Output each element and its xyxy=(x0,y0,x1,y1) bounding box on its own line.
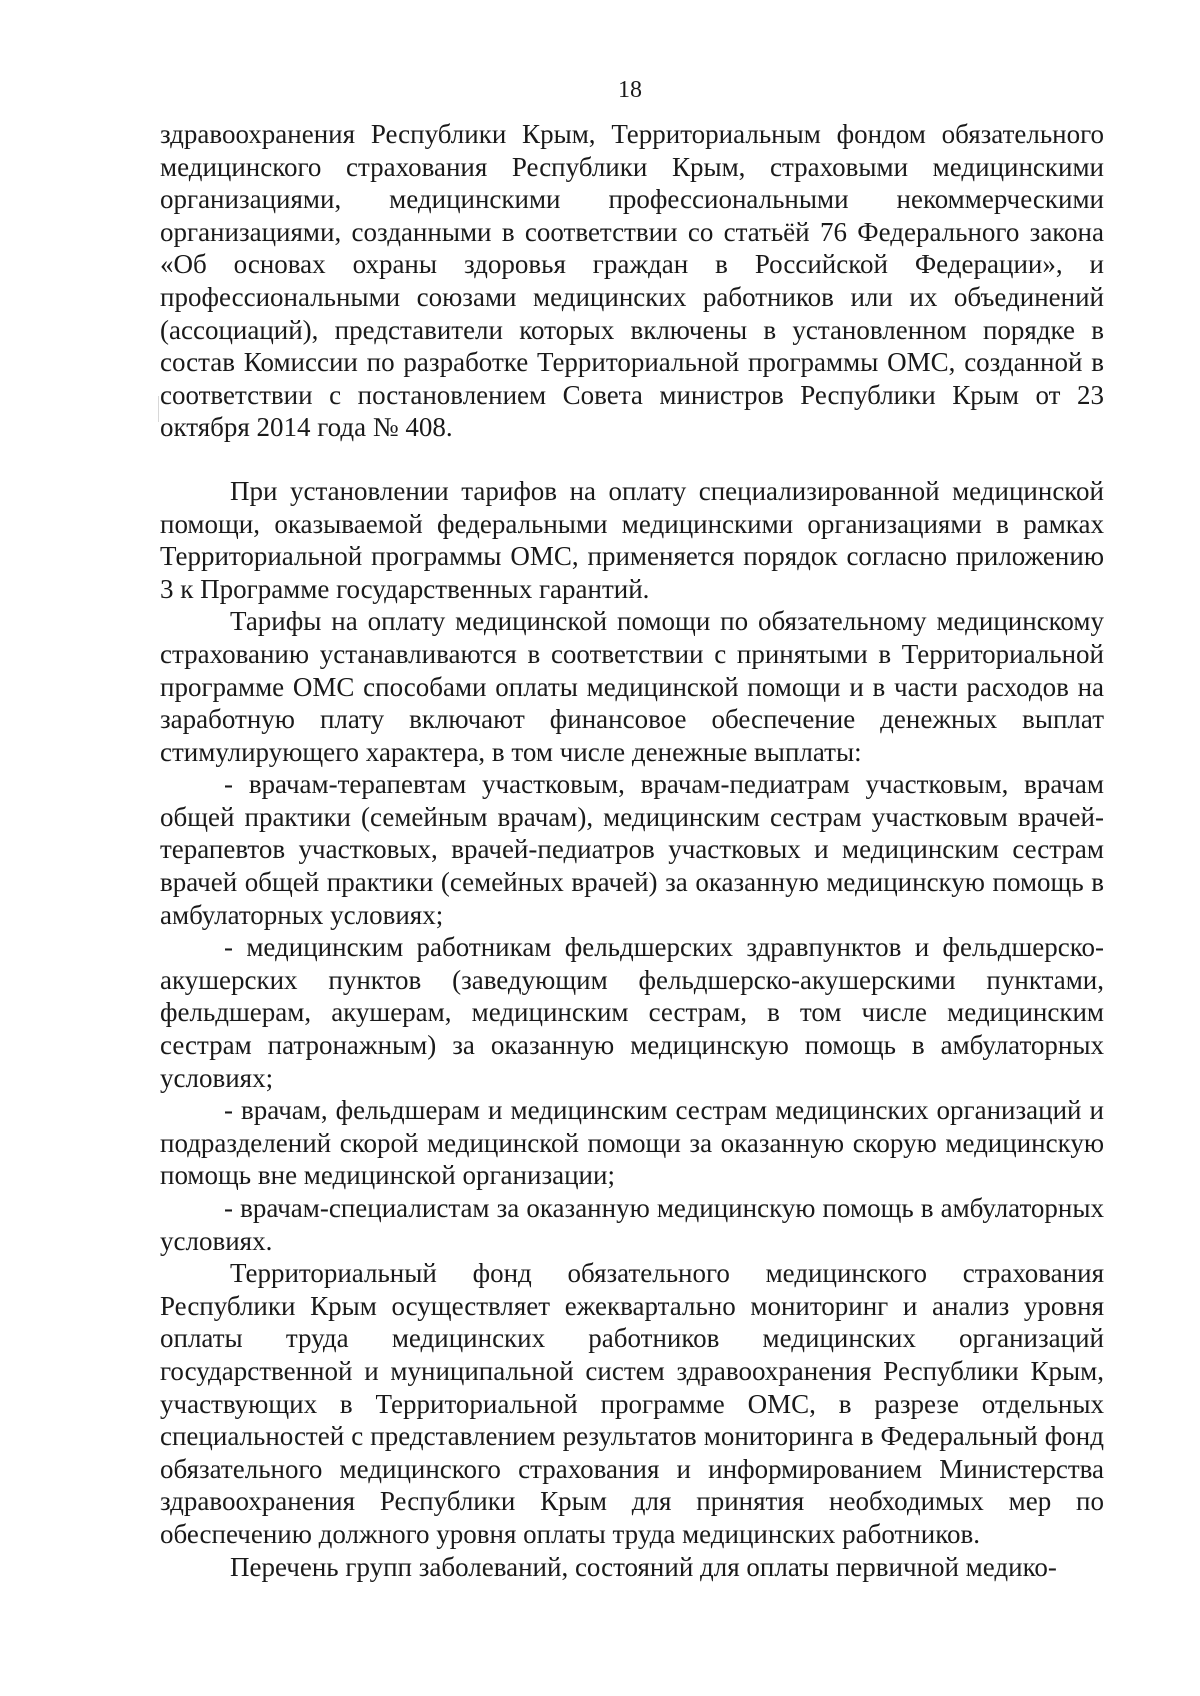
paragraph-tariffs-oms: Тарифы на оплату медицинской помощи по обязательному медицинскому страхованию устанавливаются в соответствии с принятыми в Территориальной программе ОМС способами оплаты медицинской помощи и в части расходов на заработную плату включают финансовое обеспечение денежных выплат стимулирующего характера, в том числе денежные выплаты: xyxy=(160,606,1104,767)
paragraph-disease-groups: Перечень групп заболеваний, состояний для оплаты первичной медико- xyxy=(230,1551,1057,1582)
paragraph-monitoring: Территориальный фонд обязательного медицинского страхования Республики Крым осуществляет ежеквартально мониторинг и анализ уровня оплаты труда медицинских работников медицинских организаций государственной и муниципальной систем здравоохранения Республики Крым, участвующих в Территориальной программе ОМС, в разрезе отдельных специальностей с представлением результатов мониторинга в Федеральный фонд обязательного медицинского страхования и информированием Министерства здравоохранения Республики Крым для принятия необходимых мер по обеспечению должного уровня оплаты труда медицинских работников. xyxy=(160,1258,1104,1549)
list-item-specialists: - врачам-специалистам за оказанную медицинскую помощь в амбулаторных условиях. xyxy=(160,1193,1104,1256)
document-body xyxy=(160,118,1104,1583)
paragraph-continuation: здравоохранения Республики Крым, Территориальным фондом обязательного медицинского страхования Республики Крым, страховыми медицинскими организациями, медицинскими профессиональными некоммерческими организациями, созданными в соответствии со статьёй 76 Федерального закона «Об основах охраны здоровья граждан в Российской Федерации», и профессиональными союзами медицинских работников или их объединений (ассоциаций), представители которых включены в установленном порядке в состав Комиссии по разработке Территориальной программы ОМС, созданной в соответствии с постановлением Совета министров Республики Крым от 23 октября 2014 года № 408. xyxy=(160,119,1104,443)
list-item-district-doctors: - врачам-терапевтам участковым, врачам-педиатрам участковым, врачам общей практики (семейным врачам), медицинским сестрам участковым врачей-терапевтов участковых, врачей-педиатров участковых и медицинским сестрам врачей общей практики (семейных врачей) за оказанную медицинскую помощь в амбулаторных условиях; xyxy=(160,769,1104,930)
page-number: 18 xyxy=(618,77,642,103)
list-item-feldsher-points: - медицинским работникам фельдшерских здравпунктов и фельдшерско-акушерских пунктов (заведующим фельдшерско-акушерскими пунктами, фельдшерам, акушерам, медицинским сестрам, в том числе медицинским сестрам патронажным) за оказанную медицинскую помощь в амбулаторных условиях; xyxy=(160,932,1104,1093)
scan-artifact-line xyxy=(158,396,159,422)
paragraph-tariffs-federal: При установлении тарифов на оплату специализированной медицинской помощи, оказываемой федеральными медицинскими организациями в рамках Территориальной программы ОМС, применяется порядок согласно приложению 3 к Программе государственных гарантий. xyxy=(160,475,1104,604)
list-item-emergency-care: - врачам, фельдшерам и медицинским сестрам медицинских организаций и подразделений скорой медицинской помощи за оказанную скорую медицинскую помощь вне медицинской организации; xyxy=(160,1095,1104,1191)
